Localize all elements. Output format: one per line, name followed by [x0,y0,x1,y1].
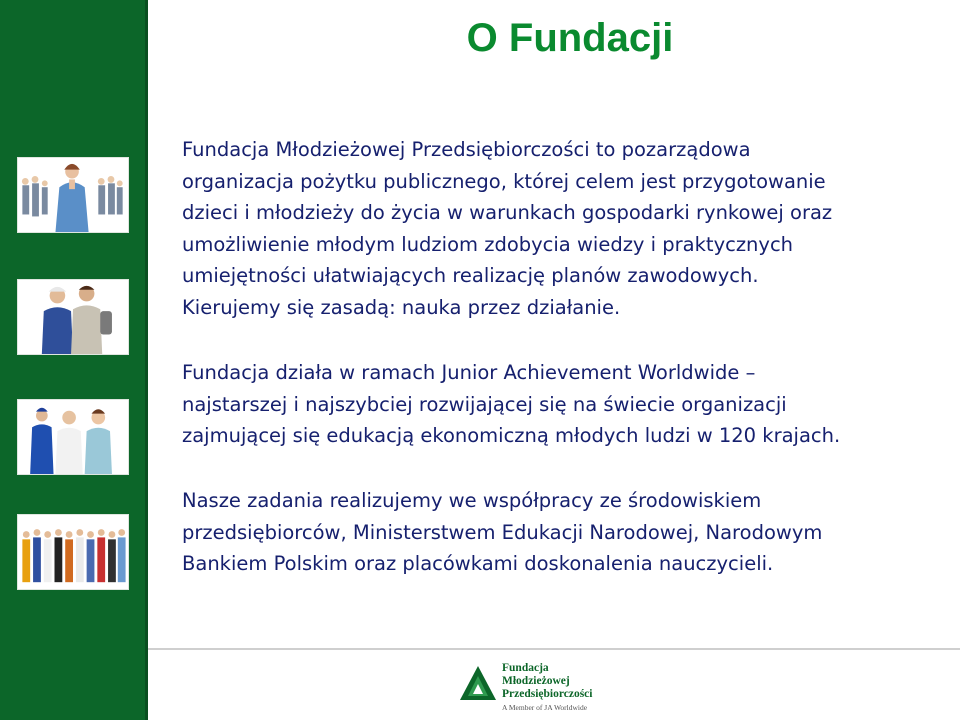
paragraph-line: Fundacja działa w ramach Junior Achievement Worldwide – [182,361,756,384]
paragraph-line: przedsiębiorców, Ministerstwem Edukacji Narodowej, Narodowym [182,520,823,544]
paragraph-line: zajmującej się edukacją ekonomiczną młodych ludzi w 120 krajach. [182,424,841,447]
paragraph-line: Bankiem Polskim oraz placówkami doskonalenia nauczycieli. [182,552,774,575]
sidebar-green-band [0,0,148,720]
paragraph-about [182,134,922,323]
photo-engineers [17,279,129,355]
slide-title: O Fundacji [466,16,674,60]
paragraph-line: Fundacja Młodzieżowej Przedsiębiorczości to pozarządowa [182,138,751,161]
paragraph-cooperation [182,485,922,580]
paragraph-line: najstarszej i najszybciej rozwijającej się na świecie organizacji [182,392,787,416]
logo-text [502,662,592,701]
photo-professionals [17,399,129,475]
paragraph-line: dzieci i młodzieży do życia w warunkach gospodarki rynkowej oraz [182,201,833,224]
logo-tagline: A Member of JA Worldwide [502,703,588,712]
foundation-logo [458,660,608,716]
paragraph-line: umożliwienie młodym ludziom zdobycia wiedzy i praktycznych [182,232,794,256]
paragraph-line: Nasze zadania realizujemy we współpracy ze środowiskiem [182,489,762,512]
logo-line: Przedsiębiorczości [502,688,593,700]
photo-occupations-lineup [17,514,129,590]
paragraph-line: organizacja pożytku publicznego, której celem jest przygotowanie [182,169,826,193]
logo-line: Fundacja [502,662,549,674]
photo-workers-group [17,157,129,233]
paragraph-junior-achievement [182,357,922,452]
paragraph-line: umiejętności ułatwiających realizację planów zawodowych. [182,264,759,287]
paragraph-line: Kierujemy się zasadą: nauka przez działanie. [182,295,621,319]
logo-line: Młodzieżowej [502,675,570,687]
pyramid-logo-icon [458,664,498,702]
